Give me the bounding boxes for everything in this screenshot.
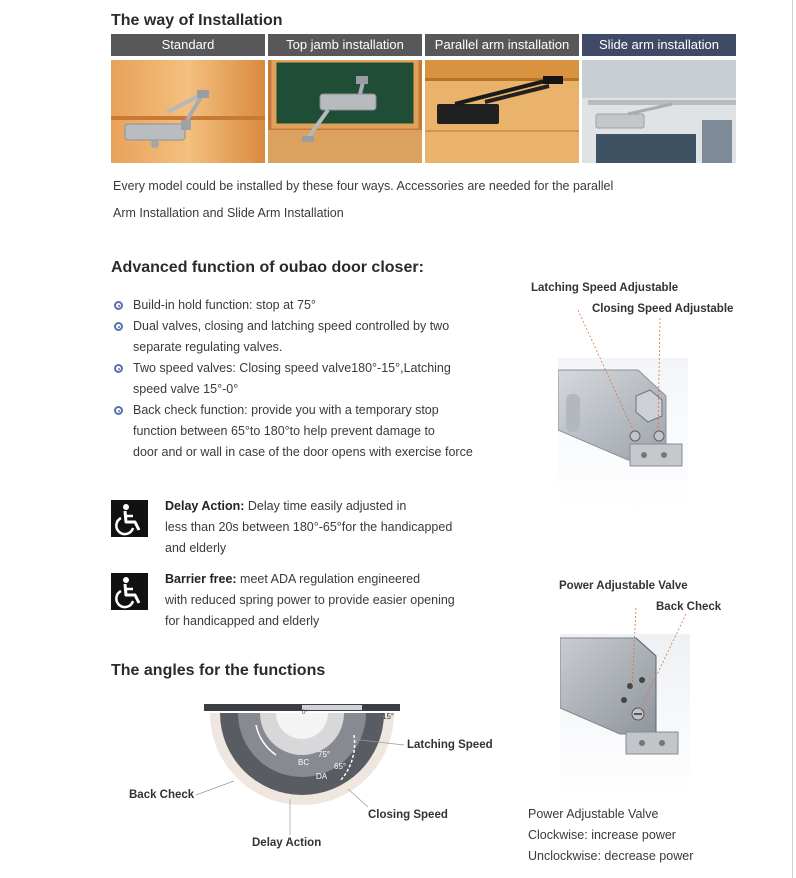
advanced-bullet-list (114, 295, 524, 463)
installation-note-line1: Every model could be installed by these four ways. Accessories are needed for the parallel (113, 179, 614, 193)
advanced-title: Advanced function of oubao door closer: (111, 259, 424, 276)
feature-line: Delay time easily adjusted in (244, 499, 407, 513)
bullet-line: Dual valves, closing and latching speed controlled by two (133, 319, 450, 333)
label-latching-speed-adjustable: Latching Speed Adjustable (531, 282, 679, 294)
photo-top-jamb (268, 60, 422, 163)
mark-65: 65° (334, 762, 347, 771)
bullet-item (114, 295, 524, 316)
feature-title: Barrier free: (165, 572, 237, 586)
angles-title: The angles for the functions (111, 662, 326, 679)
feature-line: less than 20s between 180°-65°for the handicapped (165, 520, 453, 534)
installation-title: The way of Installation (111, 12, 283, 29)
photo-parallel-arm (425, 60, 579, 163)
mark-bc: BC (298, 758, 310, 767)
valve-image-top (558, 310, 688, 515)
wheelchair-icon (111, 500, 148, 537)
tab-top-jamb: Top jamb installation (268, 34, 422, 56)
feature-line: with reduced spring power to provide easier opening (165, 593, 455, 607)
installation-note-line2: Arm Installation and Slide Arm Installation (113, 206, 344, 220)
valve-caption-line3: Unclockwise: decrease power (528, 849, 694, 863)
bullet-item (114, 400, 524, 463)
feature-barrier-free (111, 569, 511, 635)
feature-line: and elderly (165, 541, 227, 555)
mark-75: 75° (318, 750, 331, 759)
label-closing-speed: Closing Speed (368, 809, 448, 821)
feature-line: for handicapped and elderly (165, 614, 320, 628)
bullet-line: function between 65°to 180°to help prevent damage to (133, 424, 435, 438)
bullet-line: Build-in hold function: stop at 75° (133, 298, 316, 312)
label-back-check: Back Check (129, 789, 195, 801)
bullet-line: door and or wall in case of the door opens with exercise force (133, 445, 473, 459)
feature-text (165, 496, 515, 559)
photo-standard (111, 60, 265, 163)
label-power-adjustable-valve: Power Adjustable Valve (559, 580, 688, 592)
bullet-line: Back check function: provide you with a temporary stop (133, 403, 439, 417)
feature-delay-action (111, 496, 511, 562)
page-edge-rule (792, 0, 793, 878)
mark-15: 15° (382, 712, 395, 721)
tab-slide-arm: Slide arm installation (582, 34, 736, 56)
wheelchair-icon (111, 573, 148, 610)
installation-photos (111, 60, 736, 163)
installation-tabs (111, 34, 736, 56)
valve-image-bottom (560, 608, 690, 798)
bullet-icon (114, 301, 123, 310)
mark-da: DA (316, 772, 328, 781)
tab-parallel-arm: Parallel arm installation (425, 34, 579, 56)
bullet-line: Two speed valves: Closing speed valve180°-15°,Latching (133, 361, 451, 375)
tab-standard: Standard (111, 34, 265, 56)
bullet-icon (114, 364, 123, 373)
label-latching-speed: Latching Speed (407, 739, 493, 751)
bullet-line: speed valve 15°-0° (133, 382, 239, 396)
bullet-item (114, 358, 524, 400)
label-valve-back-check: Back Check (656, 601, 722, 613)
mark-0: 0° (302, 710, 308, 716)
bullet-icon (114, 406, 123, 415)
bullet-icon (114, 322, 123, 331)
bullet-item (114, 316, 524, 358)
feature-title: Delay Action: (165, 499, 245, 513)
valve-caption-line2: Clockwise: increase power (528, 828, 676, 842)
label-closing-speed-adjustable: Closing Speed Adjustable (592, 303, 734, 315)
feature-line: meet ADA regulation engineered (236, 572, 421, 586)
feature-text (165, 569, 515, 632)
label-delay-action: Delay Action (252, 837, 322, 849)
valve-caption-line1: Power Adjustable Valve (528, 807, 659, 821)
photo-slide-arm (582, 60, 736, 163)
bullet-line: separate regulating valves. (133, 340, 283, 354)
